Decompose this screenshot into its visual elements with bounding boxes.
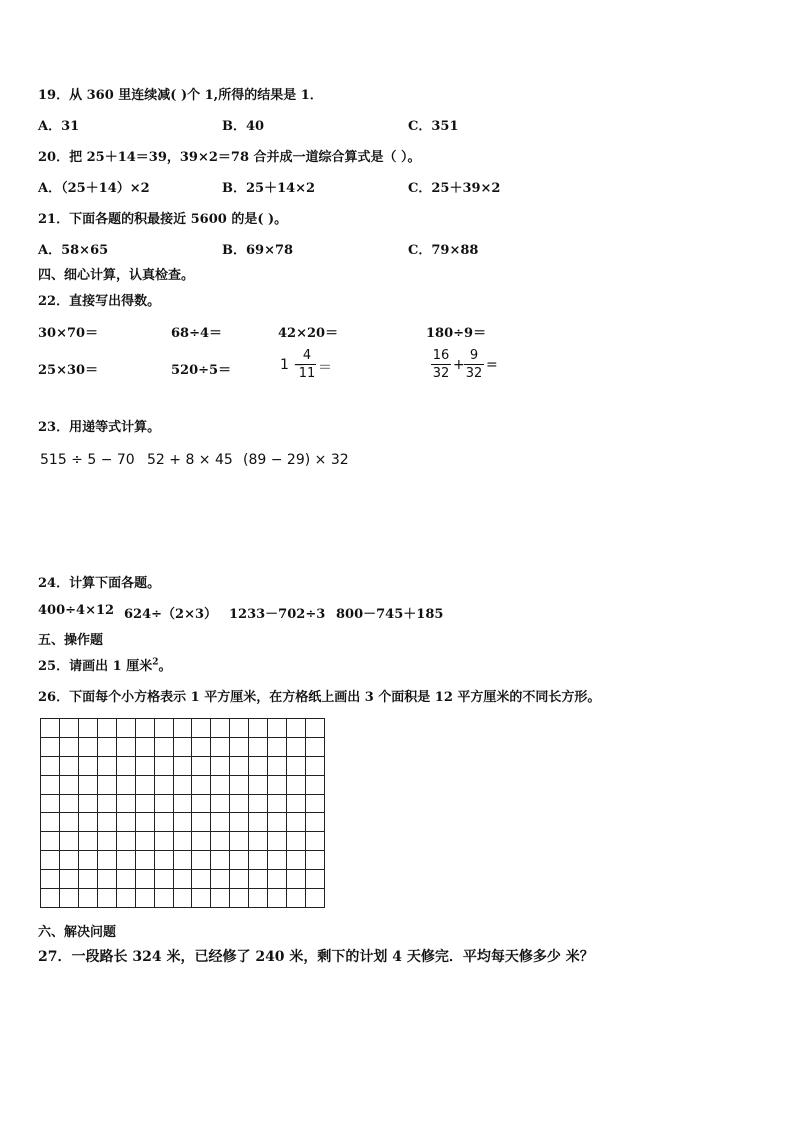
- q19-option-a: A．31: [38, 119, 80, 134]
- grid-cell[interactable]: [267, 812, 286, 831]
- q24-item: 800－745＋185: [336, 607, 444, 622]
- grid-cell[interactable]: [286, 869, 305, 888]
- grid-cell[interactable]: [286, 718, 305, 737]
- q25-text: 25．请画出 1 厘米: [38, 659, 153, 674]
- grid-cell[interactable]: [97, 775, 116, 794]
- q23-item: 515 ÷ 5 − 70: [40, 452, 135, 468]
- grid-cell[interactable]: [248, 831, 267, 850]
- q24-item: 400÷4×12: [38, 603, 115, 618]
- grid-cell[interactable]: [191, 737, 210, 756]
- grid-cell[interactable]: [40, 831, 59, 850]
- grid-cell[interactable]: [210, 737, 229, 756]
- grid-cell[interactable]: [135, 812, 154, 831]
- grid-cell[interactable]: [78, 888, 97, 907]
- grid-cell[interactable]: [191, 888, 210, 907]
- grid-cell[interactable]: [210, 850, 229, 869]
- grid-cell[interactable]: [78, 775, 97, 794]
- grid-cell[interactable]: [229, 869, 248, 888]
- grid-cell[interactable]: [154, 888, 173, 907]
- grid-cell[interactable]: [116, 794, 135, 813]
- grid-cell[interactable]: [116, 756, 135, 775]
- grid-cell[interactable]: [40, 737, 59, 756]
- grid-cell[interactable]: [116, 718, 135, 737]
- grid-cell[interactable]: [59, 756, 78, 775]
- grid-cell[interactable]: [135, 718, 154, 737]
- grid-cell[interactable]: [286, 888, 305, 907]
- grid-cell[interactable]: [40, 718, 59, 737]
- grid-cell[interactable]: [229, 794, 248, 813]
- grid-cell[interactable]: [229, 737, 248, 756]
- grid-cell[interactable]: [267, 794, 286, 813]
- question-27: 27．一段路长 324 米，已经修了 240 米，剩下的计划 4 天修完．平均每天修多少 米？: [38, 949, 594, 965]
- fraction-numerator: 16: [432, 348, 450, 363]
- grid-cell[interactable]: [305, 831, 324, 850]
- q21-option-c: C．79×88: [408, 243, 479, 258]
- grid-cell[interactable]: [116, 831, 135, 850]
- grid-cell[interactable]: [40, 775, 59, 794]
- grid-cell[interactable]: [210, 775, 229, 794]
- grid-cell[interactable]: [229, 718, 248, 737]
- grid-cell[interactable]: [135, 869, 154, 888]
- grid-cell[interactable]: [154, 718, 173, 737]
- grid-cell[interactable]: [248, 850, 267, 869]
- grid-cell[interactable]: [267, 850, 286, 869]
- q24-item: 1233－702÷3: [229, 607, 326, 622]
- grid-cell[interactable]: [210, 756, 229, 775]
- question-20: 20．把 25＋14＝39，39×2＝78 合并成一道综合算式是（ ）。: [38, 150, 421, 165]
- grid-cell[interactable]: [229, 888, 248, 907]
- grid-cell[interactable]: [59, 888, 78, 907]
- q22-frac1-lead: 1 −: [280, 357, 306, 373]
- grid-cell[interactable]: [154, 831, 173, 850]
- grid-cell[interactable]: [305, 812, 324, 831]
- grid-cell[interactable]: [59, 831, 78, 850]
- q23-item: (89 − 29) × 32: [243, 452, 349, 468]
- grid-cell[interactable]: [191, 794, 210, 813]
- grid-cell[interactable]: [78, 756, 97, 775]
- grid-cell[interactable]: [135, 831, 154, 850]
- grid-cell[interactable]: [173, 718, 192, 737]
- grid-cell[interactable]: [78, 718, 97, 737]
- grid-cell[interactable]: [97, 794, 116, 813]
- grid-cell[interactable]: [191, 850, 210, 869]
- grid-cell[interactable]: [97, 812, 116, 831]
- question-19: 19．从 360 里连续减( )个 1,所得的结果是 1．: [38, 88, 323, 103]
- grid-cell[interactable]: [248, 869, 267, 888]
- grid-cell[interactable]: [173, 756, 192, 775]
- q25-superscript: 2: [152, 657, 159, 668]
- grid-cell[interactable]: [78, 812, 97, 831]
- q22-fraction-2b: [464, 348, 484, 381]
- grid-cell[interactable]: [59, 718, 78, 737]
- grid-cell[interactable]: [210, 869, 229, 888]
- grid-cell[interactable]: [191, 831, 210, 850]
- grid-cell[interactable]: [191, 756, 210, 775]
- q22-fraction-2a: [431, 348, 451, 381]
- grid-cell[interactable]: [286, 756, 305, 775]
- question-26: 26．下面每个小方格表示 1 平方厘米，在方格纸上画出 3 个面积是 12 平方厘米的不同长方形。: [38, 690, 601, 705]
- grid-cell[interactable]: [97, 850, 116, 869]
- grid-cell[interactable]: [267, 737, 286, 756]
- grid-cell[interactable]: [267, 756, 286, 775]
- grid-cell[interactable]: [154, 737, 173, 756]
- grid-cell[interactable]: [305, 888, 324, 907]
- grid-cell[interactable]: [248, 756, 267, 775]
- grid-cell[interactable]: [286, 775, 305, 794]
- grid-cell[interactable]: [210, 831, 229, 850]
- q22-frac2-plus: +: [453, 357, 465, 373]
- grid-cell[interactable]: [135, 756, 154, 775]
- grid-cell[interactable]: [59, 850, 78, 869]
- grid-cell[interactable]: [78, 737, 97, 756]
- section-6-heading: 六、解决问题: [38, 925, 117, 940]
- q20-option-c: C．25＋39×2: [408, 181, 501, 196]
- grid-cell[interactable]: [97, 831, 116, 850]
- grid-cell[interactable]: [135, 888, 154, 907]
- q20-option-b: B．25＋14×2: [222, 181, 316, 196]
- grid-cell[interactable]: [267, 869, 286, 888]
- fraction-numerator: 9: [469, 348, 479, 363]
- grid-cell[interactable]: [173, 831, 192, 850]
- grid-cell[interactable]: [305, 775, 324, 794]
- grid-cell[interactable]: [40, 756, 59, 775]
- grid-cell[interactable]: [286, 737, 305, 756]
- grid-cell[interactable]: [248, 775, 267, 794]
- q25-tail: 。: [158, 659, 172, 674]
- grid-cell[interactable]: [78, 831, 97, 850]
- grid-cell[interactable]: [135, 850, 154, 869]
- fraction-denominator: 32: [432, 366, 450, 381]
- grid-cell[interactable]: [154, 812, 173, 831]
- grid-cell[interactable]: [154, 869, 173, 888]
- q23-item: 52 + 8 × 45: [147, 452, 233, 468]
- q19-option-b: B．40: [222, 119, 265, 134]
- q22-item: 42×20＝: [278, 326, 339, 341]
- grid-cell[interactable]: [97, 756, 116, 775]
- grid-cell[interactable]: [305, 794, 324, 813]
- grid-cell[interactable]: [210, 718, 229, 737]
- grid-cell[interactable]: [210, 794, 229, 813]
- grid-cell[interactable]: [116, 812, 135, 831]
- grid-cell[interactable]: [40, 888, 59, 907]
- q21-option-a: A．58×65: [38, 243, 109, 258]
- grid-cell[interactable]: [305, 718, 324, 737]
- grid-cell[interactable]: [154, 775, 173, 794]
- grid-cell[interactable]: [210, 888, 229, 907]
- grid-cell[interactable]: [267, 831, 286, 850]
- question-25: [38, 655, 171, 674]
- grid-cell[interactable]: [59, 737, 78, 756]
- grid-cell[interactable]: [59, 794, 78, 813]
- q24-item: 624÷（2×3）: [124, 607, 218, 622]
- question-22: 22．直接写出得数。: [38, 294, 161, 309]
- grid-cell[interactable]: [59, 869, 78, 888]
- grid-cell[interactable]: [154, 756, 173, 775]
- question-24: 24．计算下面各题。: [38, 576, 161, 591]
- question-23: 23．用递等式计算。: [38, 420, 161, 435]
- grid-cell[interactable]: [305, 737, 324, 756]
- fraction-denominator: 32: [465, 366, 483, 381]
- grid-cell[interactable]: [116, 850, 135, 869]
- q22-item: 30×70＝: [38, 326, 99, 341]
- grid-cell[interactable]: [173, 869, 192, 888]
- grid-cell[interactable]: [229, 831, 248, 850]
- q20-option-a: A．（25＋14）×2: [38, 181, 150, 196]
- grid-cell[interactable]: [59, 812, 78, 831]
- grid-cell[interactable]: [286, 831, 305, 850]
- grid-cell[interactable]: [305, 869, 324, 888]
- grid-cell[interactable]: [173, 850, 192, 869]
- grid-cell[interactable]: [286, 850, 305, 869]
- grid-cell[interactable]: [248, 794, 267, 813]
- grid-cell[interactable]: [78, 850, 97, 869]
- grid-cell[interactable]: [229, 850, 248, 869]
- grid-cell[interactable]: [116, 869, 135, 888]
- fraction-numerator: 4: [302, 348, 312, 363]
- grid-cell[interactable]: [40, 869, 59, 888]
- grid-cell[interactable]: [229, 812, 248, 831]
- question-21: 21．下面各题的积最接近 5600 的是( )。: [38, 212, 288, 227]
- fraction-denominator: 11: [298, 366, 316, 381]
- grid-cell[interactable]: [191, 775, 210, 794]
- q19-option-c: C．351: [408, 119, 459, 134]
- grid-cell[interactable]: [191, 869, 210, 888]
- grid-cell[interactable]: [191, 812, 210, 831]
- q22-fraction-1: [298, 348, 316, 381]
- grid-cell[interactable]: [116, 888, 135, 907]
- grid-cell[interactable]: [248, 737, 267, 756]
- q22-frac1-tail: ＝: [318, 360, 332, 376]
- grid-cell[interactable]: [116, 737, 135, 756]
- grid-cell[interactable]: [40, 794, 59, 813]
- grid-cell[interactable]: [116, 775, 135, 794]
- section-5-heading: 五、操作题: [38, 633, 104, 648]
- grid-cell[interactable]: [248, 718, 267, 737]
- square-grid-paper[interactable]: [40, 718, 325, 908]
- grid-cell[interactable]: [97, 718, 116, 737]
- grid-cell[interactable]: [267, 775, 286, 794]
- grid-cell[interactable]: [305, 756, 324, 775]
- grid-cell[interactable]: [267, 888, 286, 907]
- q22-item: 25×30＝: [38, 363, 99, 378]
- grid-cell[interactable]: [135, 775, 154, 794]
- q22-item: 520÷5＝: [171, 363, 232, 378]
- grid-cell[interactable]: [305, 850, 324, 869]
- grid-cell[interactable]: [267, 718, 286, 737]
- grid-cell[interactable]: [78, 794, 97, 813]
- grid-cell[interactable]: [173, 775, 192, 794]
- grid-cell[interactable]: [97, 737, 116, 756]
- grid-cell[interactable]: [173, 812, 192, 831]
- grid-cell[interactable]: [229, 756, 248, 775]
- grid-cell[interactable]: [173, 888, 192, 907]
- q21-option-b: B．69×78: [222, 243, 294, 258]
- grid-cell[interactable]: [229, 775, 248, 794]
- grid-cell[interactable]: [286, 794, 305, 813]
- grid-cell[interactable]: [210, 812, 229, 831]
- grid-cell[interactable]: [173, 794, 192, 813]
- grid-cell[interactable]: [40, 850, 59, 869]
- grid-cell[interactable]: [191, 718, 210, 737]
- grid-cell[interactable]: [40, 812, 59, 831]
- grid-cell[interactable]: [97, 888, 116, 907]
- grid-cell[interactable]: [97, 869, 116, 888]
- grid-cell[interactable]: [78, 869, 97, 888]
- grid-cell[interactable]: [135, 737, 154, 756]
- grid-cell[interactable]: [173, 737, 192, 756]
- grid-cell[interactable]: [59, 775, 78, 794]
- grid-cell[interactable]: [286, 812, 305, 831]
- section-4-heading: 四、细心计算，认真检查。: [38, 268, 195, 283]
- grid-cell[interactable]: [154, 850, 173, 869]
- grid-cell[interactable]: [135, 794, 154, 813]
- q22-item: 180÷9＝: [426, 326, 487, 341]
- grid-cell[interactable]: [248, 812, 267, 831]
- grid-cell[interactable]: [248, 888, 267, 907]
- q22-item: 68÷4＝: [171, 326, 223, 341]
- grid-cell[interactable]: [154, 794, 173, 813]
- q22-frac2-tail: =: [486, 357, 498, 373]
